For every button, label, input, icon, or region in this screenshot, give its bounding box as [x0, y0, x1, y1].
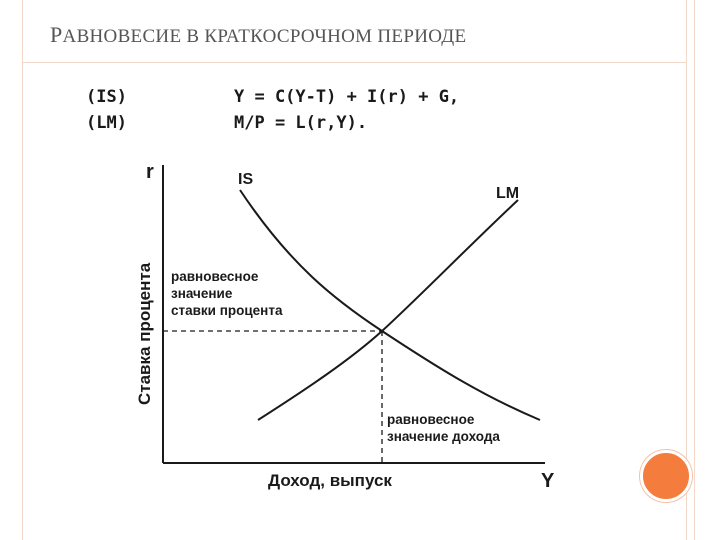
slide-title-cap: Р	[50, 22, 63, 47]
equation-lm-label: (LM)	[86, 113, 127, 133]
equation-is-expression: Y = C(Y-T) + I(r) + G,	[234, 87, 460, 107]
x-axis-symbol: Y	[541, 470, 555, 492]
lm-curve	[258, 200, 518, 420]
is-curve-label: IS	[238, 171, 254, 188]
equilibrium-income-label-line-2: значение дохода	[387, 429, 500, 444]
y-axis-symbol: r	[146, 161, 154, 183]
equation-lm-expression: M/P = L(r,Y).	[234, 113, 368, 133]
slide-title-rest: АВНОВЕСИЕ В КРАТКОСРОЧНОМ ПЕРИОДЕ	[62, 26, 467, 47]
equilibrium-rate-label-line-3: ставки процента	[171, 303, 283, 318]
lm-curve-label: LM	[496, 185, 520, 202]
equilibrium-rate-label-line-1: равновесное	[171, 269, 259, 284]
equilibrium-rate-label-line-2: значение	[171, 286, 233, 301]
y-axis-label: Ставка процента	[135, 262, 154, 405]
is-curve	[240, 190, 540, 420]
x-axis-label: Доход, выпуск	[268, 471, 392, 490]
equilibrium-income-label-line-1: равновесное	[387, 412, 475, 427]
equation-is-label: (IS)	[86, 87, 127, 107]
